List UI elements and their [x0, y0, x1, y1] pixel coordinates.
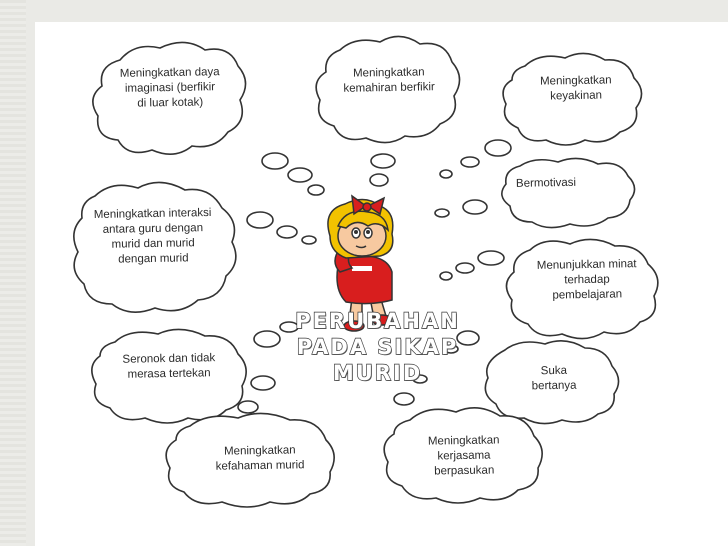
thought-text-minat: Menunjukkan minat terhadap pembelajaran — [536, 258, 637, 302]
thought-text-seronok: Seronok dan tidak merasa tertekan — [122, 352, 216, 381]
thought-text-kefahaman: Meningkatkan kefahaman murid — [215, 444, 305, 473]
thought-text-kerjasama: Meningkatkan kerjasama berpasukan — [427, 434, 500, 478]
thought-bubble-motivasi — [502, 158, 635, 227]
thought-text-bertanya: Suka bertanya — [531, 364, 577, 393]
thought-text-kemahiran: Meningkatkan kemahiran berfikir — [343, 66, 435, 95]
diagram-title: PERUBAHAN PADA SIKAP MURID — [295, 309, 460, 385]
thought-text-motivasi: Bermotivasi — [515, 176, 577, 190]
thought-text-imaginasi: Meningkatkan daya imaginasi (berfikir di luar kotak) — [119, 66, 220, 110]
thought-text-keyakinan: Meningkatkan keyakinan — [539, 74, 612, 103]
thought-text-interaksi: Meningkatkan interaksi antara guru dengan murid dan murid dengan murid — [93, 206, 212, 266]
